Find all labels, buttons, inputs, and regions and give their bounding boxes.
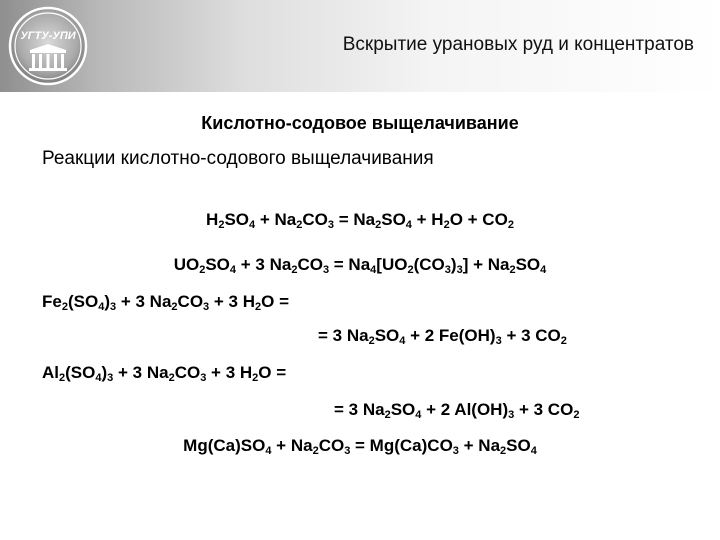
- section-subheading: Реакции кислотно-содового выщелачивания: [42, 148, 434, 169]
- equation-3-left: $Fe_2(SO_4)_3 + 3$ $Na_2CO_3 + 3$ $H_2O$ =: [42, 292, 290, 313]
- equation-4-left: $Al_2(SO_4)_3 + 3$ $Na_2CO_3 + 3$ $H_2O$ =: [42, 363, 287, 384]
- slide-title: Вскрытие урановых руд и концентратов: [342, 34, 694, 55]
- equation-1: $H_2SO_4 + Na_2CO_3 = Na_2SO_4 + H_2O + CO_2$: [206, 210, 514, 231]
- logo-text: УГТУ-УПИ: [20, 30, 76, 42]
- equation-4-right: = 3 $Na_2SO_4 + 2$ $Al(OH)_3 + 3$ $CO_2$: [334, 400, 580, 421]
- equation-2: $UO_2SO_4 + 3$ $Na_2CO_3 = Na_4[UO_2(CO_3)_3] + Na_2SO_4$: [173, 255, 547, 276]
- equation-5: $Mg(Ca)SO_4 + Na_2CO_3 = Mg(Ca)CO_3 + Na_2SO_4$: [183, 436, 537, 457]
- section-heading: Кислотно-содовое выщелачивание: [201, 113, 519, 133]
- university-logo: [8, 6, 88, 86]
- equation-3-right: = 3 $Na_2SO_4 + 2$ $Fe(OH)_3 + 3$ $CO_2$: [318, 326, 567, 347]
